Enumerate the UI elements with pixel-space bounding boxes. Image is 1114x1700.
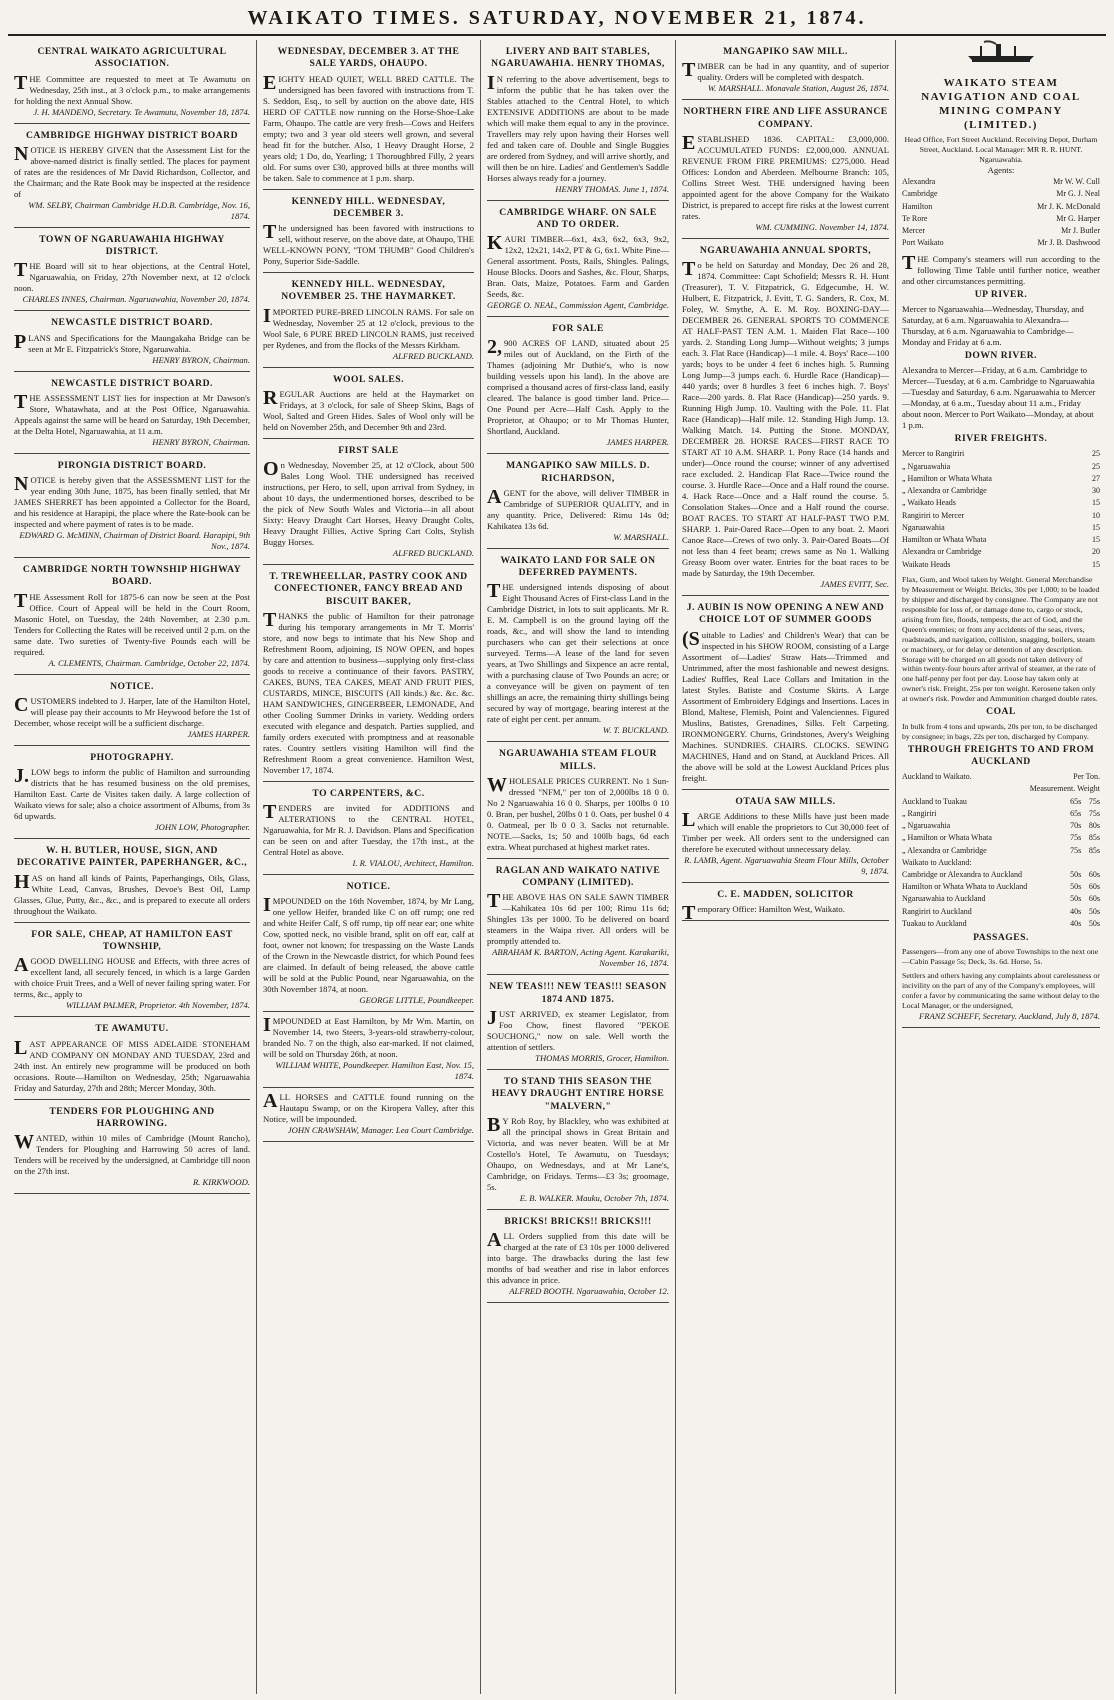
- column-5: [896, 40, 1106, 1694]
- through-freight-row: [902, 893, 1100, 905]
- advertisement: [263, 190, 474, 274]
- table-cell: 40s: [1070, 918, 1082, 928]
- ad-heading: TOWN OF NGARUAWAHIA HIGHWAY DISTRICT.: [39, 233, 225, 258]
- advertisement: [487, 201, 669, 318]
- table-cell: 70s: [1070, 821, 1082, 831]
- ad-signature: WILLIAM WHITE, Poundkeeper. Hamilton East, Nov. 15, 1874.: [275, 1060, 474, 1082]
- table-cell: Auckland to Tuakau: [902, 796, 967, 806]
- ad-signature: EDWARD G. McMINN, Chairman of District Board. Harapipi, 9th Nov., 1874.: [19, 530, 250, 552]
- advertisement: [487, 40, 669, 201]
- ad-heading: FIRST SALE: [338, 444, 399, 456]
- table-cell: Te Rore: [902, 213, 928, 223]
- ad-heading: OTAUA SAW MILLS.: [735, 795, 836, 807]
- through-head-left: Auckland to Waikato.: [902, 772, 972, 782]
- table-cell: Hamilton: [902, 201, 933, 211]
- through-freight-row: [902, 808, 1100, 820]
- ad-signature: W. T. BUCKLAND.: [602, 725, 669, 736]
- ad-heading: CENTRAL WAIKATO AGRICULTURAL ASSOCIATION.: [37, 46, 227, 70]
- ad-heading: PHOTOGRAPHY.: [90, 751, 174, 763]
- table-cell: 75s: [1070, 833, 1082, 843]
- advertisement: [263, 565, 474, 782]
- ad-signature: ALFRED BUCKLAND.: [392, 350, 474, 361]
- advertisement: [263, 1088, 474, 1142]
- table-cell: [1070, 857, 1085, 869]
- freight-row: [902, 522, 1100, 534]
- ad-body: NOTICE IS HEREBY GIVEN that the Assessment List for the above-named district is finally settled. The places for payment of rates are the residences of Mr David Richardson, Collector, and the Chairman; and the Rate Book may be inspected at the residence of: [14, 142, 250, 199]
- table-cell: [1085, 857, 1100, 869]
- ad-body: IN referring to the above advertisement, begs to inform the public that he has taken over the Stables attached to the Central Hotel, to which EXTENSIVE ADDITIONS are about to be made which will make them equal to any in the province. Travellers may rely upon having their Horses well fed and taken care of. Double and Single Buggies are ordered from Sydney, and will arrive shortly, and will then be on hire. Ladies' and Gentlemen's Saddle Horses always ready for a journey.: [487, 71, 669, 183]
- ad-signature: W. MARSHALL. Monavale Station, August 26, 1874.: [707, 83, 889, 94]
- advertisement: [682, 100, 889, 239]
- column-3: [481, 40, 676, 1694]
- freight-row: [902, 559, 1100, 571]
- table-cell: 20: [1092, 547, 1100, 557]
- ad-body: ALL Orders supplied from this date will be charged at the rate of £3 10s per 1000 delivered into barge. The drawbacks during the last few months of bad weather and rise in labor enforces this advance in price.: [487, 1229, 669, 1286]
- ad-heading: MANGAPIKO SAW MILLS. D. RICHARDSON,: [506, 460, 650, 484]
- freight-row: [902, 485, 1100, 497]
- table-cell: Mercer to Rangiriri: [902, 449, 965, 459]
- column-4: [676, 40, 896, 1694]
- table-cell: 25: [1092, 461, 1100, 471]
- table-cell: Ngaruawahia: [902, 522, 945, 532]
- ad-signature: E. B. WALKER. Mauku, October 7th, 1874.: [519, 1192, 669, 1203]
- ad-heading: BRICKS! BRICKS!! BRICKS!!!: [504, 1215, 652, 1227]
- advertisement: [487, 1070, 669, 1210]
- advertisement: [487, 317, 669, 454]
- ad-heading: CAMBRIDGE HIGHWAY DISTRICT BOARD: [25, 129, 239, 141]
- table-cell: „ Rangiriri: [902, 808, 937, 818]
- ad-body: KAURI TIMBER—6x1, 4x3, 6x2, 6x3, 9x2, 12x2, 12x21, 14x2, PT & G, 6x1. White Pine—General assortment. Posts, Rails, Shingles. Palings, House Blocks. Doors and Sashes, &c. Flour, Sharps, Bran. Oats, Maize, Potatoes. Farm and Garden Seeds, &c.: [487, 232, 669, 300]
- table-cell: Port Waikato: [902, 238, 944, 248]
- freight-row: [902, 497, 1100, 509]
- column-1: [8, 40, 257, 1694]
- advertisement: [263, 439, 474, 565]
- ad-heading: RAGLAN AND WAIKATO NATIVE COMPANY (LIMITED).: [495, 864, 661, 889]
- column-2: [257, 40, 481, 1694]
- table-cell: „ Ngaruawahia: [902, 461, 951, 471]
- table-cell: 50s: [1088, 906, 1100, 916]
- ad-body: AGOOD DWELLING HOUSE and Effects, with three acres of excellent land, all securely fenced, in which is a large Garden with choice Fruit Trees, and a Well of never failing spring water. For terms, &c., apply to: [14, 954, 250, 1000]
- table-cell: 25: [1092, 449, 1100, 459]
- ad-signature: ALFRED BOOTH. Ngaruawahia, October 12.: [509, 1286, 669, 1297]
- through-freight-row: [902, 845, 1100, 857]
- advertisement: [487, 1210, 669, 1303]
- ad-body: WHOLESALE PRICES CURRENT. No 1 Sun-dressed "NFM," per ton of 2,000lbs 18 0 0. No 2 Ngaruawahia 16 0 0. Sharps, per 100lbs 0 10 0. Bran, per bushel, 20lbs 0 1 0. Oats, per bushel 0 4 0. Oatmeal, per lb 0 0 3. Sacks not returnable. NOTE.—Sacks, 1s; 50 and 100lb bags, 6d each extra. Wheat purchased at highest market rates.: [487, 773, 669, 852]
- through-freight-row: [902, 820, 1100, 832]
- table-cell: Mr G. J. Neal: [1056, 189, 1100, 199]
- freight-row: [902, 461, 1100, 473]
- ad-signature: J. H. MANDENO, Secretary. Te Awamutu, November 18, 1874.: [33, 106, 250, 117]
- ad-heading: KENNEDY HILL. WEDNESDAY, NOVEMBER 25. THE HAYMARKET.: [281, 279, 456, 303]
- ad-signature: JOHN CRAWSHAW, Manager. Lea Court Cambridge.: [287, 1125, 474, 1136]
- through-freight-row: [902, 869, 1100, 881]
- table-cell: „ Alexandra or Cambridge: [902, 845, 987, 855]
- ad-body: THE ASSESSMENT LIST lies for inspection at Mr Dawson's Store, Whatawhata, and at the Post Office, Ngaruawahia. Appeals against the same will be heard on Saturday, 19th December, at the Delta Hotel, Ngaruawahia, at 11 a.m.: [14, 390, 250, 436]
- ad-body: Temporary Office: Hamilton West, Waikato.: [682, 902, 845, 925]
- ad-signature: THOMAS MORRIS, Grocer, Hamilton.: [535, 1052, 669, 1063]
- ad-signature: R. KIRKWOOD.: [192, 1177, 250, 1188]
- advertisement: [682, 40, 889, 100]
- ad-body: THE undersigned intends disposing of about Eight Thousand Acres of First-class Land in the Cambridge District, in lots to suit applicants. Mr R. E. M. Campbell is on the ground laying off the roads, &c., and will show the land to intending purchasers who can get their selections at once surveyed. Terms—A lease of the land for seven years, at Two Shillings and Sixpence an acre rental, with a purchasing clause of Two Pounds an acre; or a conveyance will be given on payment of ten shillings an acre, the remaining thirty shillings being secured by way of mortgage, bearing interest at the rate of eight per cent. per annum.: [487, 580, 669, 725]
- table-cell: 15: [1092, 498, 1100, 508]
- ad-body: The undersigned has been favored with instructions to sell, without reserve, on the above date, at Ohaupo, THE WELL-KNOWN PONY, "TOM THUMB" Good Children's Pony, Superior Side-Saddle.: [263, 221, 474, 267]
- ad-body: On Wednesday, November 25, at 12 o'Clock, about 500 Bales Long Wool. THE undersigned has received instructions, per Hero, to sell, upon arrival from Sydney, in about 10 days, the undermentioned horses, described to be the pick of New South Wales and Victoria—in all about Sixty: Heavy Draught Cart Horses, Heavy Draught Colts, Heavy Draught Fillies, Active Spring Cart Colts, Stylish Buggy Horses.: [263, 458, 474, 548]
- table-cell: 75s: [1088, 808, 1100, 818]
- advertisement: [14, 558, 250, 675]
- advertisement: [487, 742, 669, 859]
- up-river-heading: UP RIVER.: [974, 288, 1028, 300]
- ad-signature: JOHN LOW, Photographer.: [154, 822, 250, 833]
- ad-body: TIMBER can be had in any quantity, and of superior quality. Orders will be completed with despatch.: [682, 59, 889, 83]
- river-freights-heading: RIVER FREIGHTS.: [954, 433, 1048, 445]
- ad-body: THANKS the public of Hamilton for their patronage during his temporary arrangements in Mr T. Morris' store, and now begs to intimate that his New Shop and Refreshment Room, adjoining, IS NOW OPEN, and hopes by care and attention to business—supplying only first-class goods to receive a continuance of their favors. PASTRY, CAKES, BUNS, TEA CAKES, MEAT AND FRUIT PIES, CUSTARDS, MINCE, BISCUITS (All kinds.) &c. &c. &c. HAM SANDWICHES, GINGERBEER, LEMONADE, And other Cooling Summer Drinks in variety. Wedding orders executed with elegance and despatch. Parties supplied, and family orders executed with promptness and at reasonable rates. Country settlers visiting Hamilton will find the Refreshment Room a great convenience. Hamilton West, November 17, 1874.: [263, 608, 474, 775]
- coal-heading: COAL: [986, 706, 1016, 718]
- ad-signature: W. MARSHALL.: [613, 531, 669, 542]
- coal-text: In bulk from 4 tons and upwards, 20s per ton, to be discharged by consignee; in bags, 22s per ton, discharged by Company.: [902, 721, 1098, 741]
- masthead: WAIKATO TIMES. SATURDAY, NOVEMBER 21, 1874.: [8, 6, 1106, 36]
- ad-body: AGENT for the above, will deliver TIMBER in Cambridge of SUPERIOR QUALITY, and in any quantity. Price, Delivered: Rimu 14s 0d; Kahikatea 13s 6d.: [487, 485, 669, 531]
- ad-signature: HENRY BYRON, Chairman.: [152, 436, 250, 447]
- advertisement: [14, 1017, 250, 1099]
- advertisement: [14, 40, 250, 124]
- ad-heading: NOTICE.: [346, 881, 391, 893]
- ad-body: THE Committee are requested to meet at Te Awamutu on Wednesday, 25th inst., at 3 o'clock p.m., to make arrangements for holding the next Annual Show.: [14, 71, 250, 106]
- ad-body: HAS on hand all kinds of Paints, Paperhangings, Oils, Glass, White Lead, Canvas, Brushes, Devoe's Best Oil, Lamp Glasses, Glue, Putty, &c., &c., and is prepared to execute all orders throughout the Waikato.: [14, 870, 250, 916]
- agent-row: [902, 213, 1100, 225]
- up-river-text: Mercer to Ngaruawahia—Wednesday, Thursday, and Saturday, at 6 a.m. Ngaruawahia to Alexandra—Thursday, at 6 a.m. Ngaruawahia to Cambridge—Monday and Friday at 6 a.m.: [902, 303, 1084, 347]
- ad-body: LAST APPEARANCE OF MISS ADELAIDE STONEHAM AND COMPANY ON MONDAY AND TUESDAY, 23rd and 24th inst. An entirely new programme will be produced on both occasions. Route—Hamilton on Wednesday, 25th; Ngaruawahia Friday and Saturday, 27th and 28th; Mercer Monday, 30th.: [14, 1036, 250, 1093]
- ad-signature: ABRAHAM K. BARTON, Acting Agent. Karakariki, November 16, 1874.: [492, 947, 669, 969]
- ad-body: EIGHTY HEAD QUIET, WELL BRED CATTLE. The undersigned has been favored with instructions from T. S. Seddon, Esq., to sell by auction on the above date, HIS HERD OF CATTLE now running on the Horse-Shoe-Lake Farm, Ohaupo. The cattle are very fresh—Cows and Heifers empty; two and 3 year old steers well grown, and several head fit for the butcher. Also, 1 Heavy Draught Horse, 2 years old; 1 Do, do, Yearling; 1 Thoroughbred Filly, 2 years old. For sums over £30, approved bills at three months will be taken. Sale to commence at 1 p.m. sharp.: [263, 71, 474, 183]
- table-cell: 60s: [1088, 894, 1100, 904]
- ad-signature: R. LAMB, Agent. Ngaruawahia Steam Flour Mills, October 9, 1874.: [684, 854, 889, 876]
- freight-row: [902, 510, 1100, 522]
- through-freight-row: [902, 832, 1100, 844]
- table-cell: Alexandra: [902, 177, 936, 187]
- advertisement: [487, 859, 669, 976]
- ad-heading: KENNEDY HILL. WEDNESDAY, DECEMBER 3.: [291, 195, 446, 219]
- table-cell: 50s: [1070, 894, 1082, 904]
- ad-body: BY Rob Roy, by Blackley, who was exhibited at all the principal shows in Great Britain and Victoria, and was never beaten. Will be at Mr Costello's Hotel, Te Awamutu, on Tuesdays; Ohaupo, on Wednesdays, and at Mr Lane's, Cambridge, on Fridays. Terms—£3 3s; groomage, 5s.: [487, 1113, 669, 1192]
- down-river-heading: DOWN RIVER.: [964, 349, 1038, 361]
- table-cell: 10: [1092, 510, 1100, 520]
- ad-signature: JAMES EVITT, Sec.: [820, 579, 889, 590]
- ad-heading: TENDERS FOR PLOUGHING AND HARROWING.: [49, 1105, 215, 1129]
- steam-navigation-ad: [902, 70, 1100, 1028]
- ad-body: (Suitable to Ladies' and Children's Wear) that can be inspected in his SHOW ROOM, consisting of a Large Assortment of—Ladies' Straw Hats—Trimmed and Untrimmed, after the most fashionable and newest designs. Ladies' Ruffles, Real Lace Collars and Imitation in the latest Styles. Batiste and Costume Skirts. A Large Assortment of Embroidery Edgings and Insertions. Laces in Blond, Maltese, Flemish, Point and Valenciennes. Figured Muslins, Batistes, Grenadines, Silks. Felt Carpeting. IRONMONGERY. Churns, Grindstones, Avery's Weighing Machines. SUNDRIES. CHAIRS. CLOCKS. SEWING MACHINES, Hand and on Stand, at Auckland Prices. All the above will be sold at the Lowest Auckland Prices plus freight.: [682, 627, 889, 783]
- advertisement: [487, 454, 669, 549]
- ad-signature: JAMES HARPER.: [606, 437, 669, 448]
- table-cell: 85s: [1088, 845, 1100, 855]
- advertisement: [263, 875, 474, 1012]
- ad-signature: WM. CUMMING. November 14, 1874.: [755, 221, 889, 232]
- agents-table: [902, 176, 1100, 249]
- agent-row: [902, 237, 1100, 249]
- ad-heading: CAMBRIDGE NORTH TOWNSHIP HIGHWAY BOARD.: [22, 564, 242, 588]
- down-river-text: Alexandra to Mercer—Friday, at 6 a.m. Cambridge to Mercer—Tuesday, at 6 a.m. Cambridge to Ngaruawahia—Tuesday and Saturday, 6 a.m. Ngaruawahia to Mercer—Monday, at 6 a.m., Tuesday about 11 a.m., Friday about noon. Mercer to Port Waikato—Monday, at about 1 p.m.: [902, 365, 1096, 431]
- table-cell: 40s: [1070, 906, 1082, 916]
- advertisement: [14, 923, 250, 1018]
- table-cell: „ Alexandra or Cambridge: [902, 486, 987, 496]
- ad-heading: TE AWAMUTU.: [95, 1023, 169, 1035]
- agent-row: [902, 201, 1100, 213]
- ad-body: REGULAR Auctions are held at the Haymarket on Fridays, at 3 o'clock, for sale of Sheep Skins, Bags of Wool, Salted and Green Hides. Sales of Wool only will be held on November 25th, and December 9th and 23rd.: [263, 386, 474, 432]
- ad-heading: CAMBRIDGE WHARF. ON SALE AND TO ORDER.: [499, 206, 657, 230]
- table-cell: Mr J. K. McDonald: [1037, 201, 1100, 211]
- agent-row: [902, 188, 1100, 200]
- advertisement: [14, 1100, 250, 1195]
- advertisement: [14, 228, 250, 312]
- ad-signature: A. CLEMENTS, Chairman. Cambridge, October 22, 1874.: [48, 657, 250, 668]
- ad-signature: WILLIAM PALMER, Proprietor. 4th November, 1874.: [65, 1000, 250, 1011]
- ad-heading: NEWCASTLE DISTRICT BOARD.: [51, 317, 213, 329]
- freight-row: [902, 473, 1100, 485]
- table-cell: Hamilton or Whata Whata to Auckland: [902, 882, 1028, 892]
- advertisement: [263, 1012, 474, 1088]
- table-cell: „ Ngaruawahia: [902, 821, 951, 831]
- ad-body: ALL HORSES and CATTLE found running on the Hautapu Swamp, or on the Kiropera Valley, after this Notice, will be impounded.: [263, 1090, 474, 1125]
- table-cell: „ Hamilton or Whata Whata: [902, 473, 992, 483]
- advertisement: [14, 454, 250, 558]
- advertisement: [263, 273, 474, 368]
- ad-heading: NEWCASTLE DISTRICT BOARD.: [51, 377, 213, 389]
- ad-signature: WM. SELBY, Chairman Cambridge H.D.B. Cambridge, Nov. 16, 1874.: [28, 199, 250, 221]
- company-header: WAIKATO STEAM NAVIGATION AND COAL MINING COMPANY (LIMITED.): [921, 77, 1081, 132]
- ad-heading: NORTHERN FIRE AND LIFE ASSURANCE COMPANY.: [683, 106, 888, 130]
- table-cell: Mr G. Harper: [1056, 213, 1100, 223]
- table-cell: Mr J. Butler: [1061, 226, 1100, 236]
- ad-signature: GEORGE LITTLE, Poundkeeper.: [359, 995, 474, 1006]
- table-cell: Waikato Heads: [902, 559, 951, 569]
- ad-heading: J. AUBIN IS NOW OPENING A NEW AND CHOICE LOT OF SUMMER GOODS: [686, 602, 885, 626]
- table-cell: 50s: [1070, 882, 1082, 892]
- ad-signature: CHARLES INNES, Chairman. Ngaruawahia, November 20, 1874.: [22, 294, 250, 305]
- table-cell: 85s: [1088, 833, 1100, 843]
- ad-heading: C. E. MADDEN, SOLICITOR: [717, 888, 854, 900]
- freight-row: [902, 534, 1100, 546]
- through-freight-row: [902, 906, 1100, 918]
- ad-heading: FOR SALE: [552, 323, 604, 335]
- advertisement: [263, 782, 474, 875]
- through-subhead: Measurement. Weight: [1029, 784, 1100, 794]
- ad-body: J.LOW begs to inform the public of Hamilton and surrounding districts that he has resumed business on the old premises, Hamilton East. Carte de Visites taken daily. A large collection of Waikato views for sale; also a choice assortment of Albums, from 3s 6d upwards.: [14, 765, 250, 822]
- through-head-right: Per Ton.: [1073, 772, 1100, 782]
- through-freights-table: [902, 796, 1100, 931]
- table-cell: „ Hamilton or Whata Whata: [902, 833, 992, 843]
- ad-body: WANTED, within 10 miles of Cambridge (Mount Rancho), Tenders for Ploughing and Harrowing 50 acres of land. Tenders will be received by the undersigned, at Cambridge till noon on the 27th inst.: [14, 1131, 250, 1177]
- table-cell: 65s: [1070, 808, 1082, 818]
- advertisement: [14, 311, 250, 371]
- ad-heading: NOTICE.: [110, 680, 154, 692]
- ad-body: To be held on Saturday and Monday, Dec 26 and 28, 1874. Committee: Capt Schofield; Messrs R. H. Hunt (Treasurer), T. V. Fitzpatrick, G. Edgecumbe, H. W. Hulbert, E. Fitzpatrick, J. Evitt, T. G. Sanders, R. Cox, M. Foley, W. Smythe, A. E. M. Roy. BOXING-DAY—DECEMBER 26. GENERAL SPORTS TO COMMENCE AT HALF-PAST TEN A.M. 1. Maiden Flat Race—100 yards. 2. Standing Long Jump—Without weights; 3 jumps each. 3. Flat Race (Handicap)—1 mile. 4. Boys' Race—100 yards; boys to be under 4 feet 6 inches high. 5. Running Long Jump—3 jumps each. 6. Hurdle Race (Handicap)—440 yards; over 8 hurdles 3 feet 6 inches high. 7. Boys' Race—200 yards. 8. Flat Race (Handicap)—250 yards. 9. Running High Jump. 10. Vaulting with the Pole. 11. Flat Race (Handicap)—Half mile. 12. Standing High Jump. 13. Walking Match. 14. Putting the Stone. MONDAY, DECEMBER 28. HORSE RACES—FIRST RACE TO START AT 10 A.M. SHARP. 1. Pony Race (14 hands and under)—Once round the course; winner of any advertised race excluded. 2. Handicap Flat Race—Twice round the course. 3. Hurdle Race—Once and a Half round the course. 4. Hack Race—Once and a Half round the course. 5. Consolation Stakes—Once and a Half round the course. BOAT RACES. TO START AT HALF-PAST TWO P.M. SHARP. 1. Pair-Oared Race—Open to any boat. 2. Maori Canoe Race—Crews of two only. 3. Pair-Oared Boats—Of not less than 4 feet beam; crews same as No 1. Walking Greasy Boom over water. Entries for the boat races to be made by Saturday, the 19th December.: [682, 258, 889, 579]
- river-freights-table: [902, 448, 1100, 570]
- table-cell: Hamilton or Whata Whata: [902, 535, 987, 545]
- advertisement: [682, 239, 889, 596]
- advertisement: [14, 372, 250, 454]
- ad-heading: WOOL SALES.: [332, 373, 405, 385]
- freight-row: [902, 448, 1100, 460]
- agents-label: Agents:: [987, 165, 1015, 176]
- table-cell: 30: [1092, 486, 1100, 496]
- table-cell: 60s: [1088, 869, 1100, 879]
- advertisement: [682, 790, 889, 883]
- table-cell: Cambridge: [902, 189, 938, 199]
- ad-body: THE ABOVE HAS ON SALE SAWN TIMBER—Kahikatea 10s 6d per 100; Rimu 11s 6d; Shingles 13s per 1000. To be delivered on board steamers in the Waipa river. All orders will be promptly attended to.: [487, 890, 669, 947]
- table-cell: Mr W. W. Cull: [1053, 177, 1100, 187]
- freight-row: [902, 546, 1100, 558]
- ad-heading: TO STAND THIS SEASON THE HEAVY DRAUGHT ENTIRE HORSE "MALVERN,": [491, 1075, 665, 1112]
- table-cell: 80s: [1088, 821, 1100, 831]
- agent-row: [902, 225, 1100, 237]
- table-cell: 60s: [1088, 882, 1100, 892]
- ad-body: JUST ARRIVED, ex steamer Legislator, from Foo Chow, finest flavored "PEKOE SOUCHONG," now on sale. Well worth the attention of settlers.: [487, 1006, 669, 1052]
- ad-body: PLANS and Specifications for the Maungakaha Bridge can be seen at Mr E. Fitzpatrick's Store, Ngaruawahia.: [14, 330, 250, 354]
- advertisement: [14, 746, 250, 839]
- ad-body: CUSTOMERS indebted to J. Harper, late of the Hamilton Hotel, will please pay their accounts to Mr Heywood before the 1st of December, whose receipt will be a sufficient discharge.: [14, 693, 250, 728]
- through-freight-row: [902, 918, 1100, 930]
- ad-heading: FOR SALE, CHEAP, AT HAMILTON EAST TOWNSHIP,: [31, 928, 233, 952]
- ad-heading: W. H. BUTLER, HOUSE, SIGN, AND DECORATIVE PAINTER, PAPERHANGER, &C.,: [16, 845, 248, 869]
- passages-text: Passengers—from any one of above Townships to the next one—Cabin Passage 5s; Deck, 3s. 6d. Horse, 5s.: [902, 947, 1099, 967]
- company-signature: FRANZ SCHEFF, Secretary. Auckland, July 8, 1874.: [919, 1011, 1100, 1022]
- ad-body: IMPOUNDED on the 16th November, 1874, by Mr Lang, one yellow Heifer, branded like C on off rump; one red and white Heifer Calf, S off rump, tip off near ear; one white Cow, spotted neck, no visible brand, split on off ear, calf at foot, owner not known; for trespassing on the Waste Lands of the Crown in the Newcastle district, for which Pound fees are claimed. In default of being released, the above cattle will be sold at the Public Pound, near Ngaruawahia, on the 30th November 1874, at noon.: [263, 894, 474, 995]
- advertisement: [682, 596, 889, 790]
- table-cell: Waikato to Auckland:: [902, 857, 972, 867]
- table-cell: 15: [1092, 535, 1100, 545]
- table-cell: 75s: [1088, 796, 1100, 806]
- advertisement: [263, 40, 474, 190]
- agent-row: [902, 176, 1100, 188]
- advertisement: [682, 883, 889, 925]
- ad-body: ESTABLISHED 1836. CAPITAL: £3,000,000. ACCUMULATED FUNDS: £2,000,000. ANNUAL REVENUE FROM FIRE PREMIUMS: £275,000. Head Offices: London and Aberdeen. Melbourne Branch: 105, Collins Street West. THE undersigned having been appointed agent for the above Company for the Waikato District, is prepared to accept fire risks at the lowest current rates.: [682, 131, 889, 221]
- complaint-text: Settlers and others having any complaints about carelessness or incivility on the part of any of the Company's employees, will confer a favor by communicating the same without delay to the Local Manager, or the undersigned,: [902, 971, 1100, 1011]
- table-cell: 65s: [1070, 796, 1082, 806]
- table-cell: 50s: [1070, 869, 1082, 879]
- table-cell: Rangiriri to Auckland: [902, 906, 972, 916]
- ad-heading: PIRONGIA DISTRICT BOARD.: [57, 459, 207, 471]
- through-freight-row: [902, 857, 1100, 869]
- ad-body: LARGE Additions to these Mills have just been made which will enable the proprietors to Cut 30,000 feet of Timber per week. All orders sent to the undersigned can therefore be executed without unnecessary delay.: [682, 808, 889, 854]
- ad-body: TENDERS are invited for ADDITIONS and ALTERATIONS to the CENTRAL HOTEL, Ngaruawahia, for Mr R. J. Davidson. Plans and Specification can be seen on and after Tuesday, the 17th inst., at the Central Hotel as above.: [263, 801, 474, 858]
- table-cell: 75s: [1070, 845, 1082, 855]
- office-info: Head Office, Fort Street Auckland. Receiving Depot, Durham Street, Auckland. Local Manager: MR R. R. HUNT. Ngaruawahia.: [904, 135, 1098, 165]
- table-cell: Mr J. B. Dashwood: [1037, 238, 1100, 248]
- table-cell: 15: [1092, 522, 1100, 532]
- timetable-intro: THE Company's steamers will run according to the following Time Table until further notice, weather and other circumstances permitting.: [902, 251, 1100, 286]
- ad-heading: TO CARPENTERS, &C.: [312, 787, 425, 799]
- ad-heading: LIVERY AND BAIT STABLES, NGARUAWAHIA. HENRY THOMAS,: [491, 46, 665, 70]
- passages-heading: PASSAGES.: [973, 932, 1029, 944]
- ad-heading: WAIKATO LAND FOR SALE ON DEFERRED PAYMENTS.: [500, 554, 656, 579]
- ad-heading: T. TREWHEELLAR, PASTRY COOK AND CONFECTIONER, FANCY BREAD AND BISCUIT BAKER,: [269, 571, 468, 607]
- advertisement: [14, 839, 250, 923]
- table-cell: Rangiriri to Mercer: [902, 510, 965, 520]
- through-freight-row: [902, 796, 1100, 808]
- table-cell: Mercer: [902, 226, 926, 236]
- table-cell: 27: [1092, 473, 1100, 483]
- freight-notes: Flax, Gum, and Wool taken by Weight. General Merchandise by Measurement or Weight. Bricks, 30s per 1,000; to be loaded by shipper and discharged by consignee. The Company are not responsible for loss of, or damage done to, cargo or stock, arising from fire, floods, tempests, the act of God, and the Queen's enemies; or from any accidents of the seas, rivers, roadsteads, and navigation, collision, snagging, boilers, steam or machinery, or for delay or detention of any description. Storage will be charged on all goods not taken delivery of within twenty-four hours after arrival of steamer, at the rate of one half-penny per foot per day. Loose hay taken only at owner's risk. Freight, 25s per ton weight. Kerosene taken only at owner's risk. Powder and Ammunition charged double rates.: [902, 574, 1100, 704]
- advertisement: [14, 675, 250, 746]
- advertisement: [487, 975, 669, 1070]
- ad-heading: NEW TEAS!!! NEW TEAS!!! SEASON 1874 AND 1875.: [489, 981, 667, 1005]
- ad-heading: NGARUAWAHIA ANNUAL SPORTS,: [699, 244, 872, 256]
- table-cell: Ngaruawahia to Auckland: [902, 894, 986, 904]
- ad-signature: I. R. VIALOU, Architect, Hamilton.: [352, 858, 474, 869]
- table-cell: Alexandra or Cambridge: [902, 547, 982, 557]
- ad-heading: MANGAPIKO SAW MILL.: [723, 46, 848, 57]
- table-cell: 15: [1092, 559, 1100, 569]
- through-freights-heading: THROUGH FREIGHTS TO AND FROM AUCKLAND: [907, 743, 1095, 767]
- table-cell: „ Waikato Heads: [902, 498, 956, 508]
- ad-signature: JAMES HARPER.: [187, 728, 250, 739]
- steamship-icon: [966, 40, 1036, 66]
- table-cell: Tuakau to Auckland: [902, 918, 967, 928]
- ad-signature: HENRY THOMAS. June 1, 1874.: [555, 183, 669, 194]
- ad-body: THE Board will sit to hear objections, at the Central Hotel, Ngaruawahia, on Friday, 27th November next, at 12 o'clock noon.: [14, 259, 250, 294]
- ad-heading: NGARUAWAHIA STEAM FLOUR MILLS.: [498, 748, 658, 772]
- advertisement: [487, 549, 669, 743]
- through-freights-header: [902, 771, 1100, 795]
- ad-body: 2,900 ACRES OF LAND, situated about 25 miles out of Auckland, on the Firth of the Thames (adjoining Mr Duthie's, who is now building vessels upon his land). In the above are comprised a thousand acres of first-class land, easily cleared. The balance is good timber land. Price—One Pound per Acre—Half Cash. Apply to the Proprietor, at Ohaupo; or to Mr Thomas Hunter, Shortland, Auckland.: [487, 336, 669, 437]
- ad-heading: WEDNESDAY, DECEMBER 3. AT THE SALE YARDS, OHAUPO.: [277, 46, 460, 70]
- through-freight-row: [902, 881, 1100, 893]
- ad-signature: GEORGE O. NEAL, Commission Agent, Cambridge.: [487, 300, 669, 311]
- advertisement: [263, 368, 474, 439]
- table-cell: 50s: [1088, 918, 1100, 928]
- advertisement: [14, 124, 250, 228]
- columns: [8, 40, 1106, 1694]
- ad-body: IMPORTED PURE-BRED LINCOLN RAMS. For sale on Wednesday, November 25 at 12 o'clock, previous to the Wool Sale, 6 PURE BRED LINCOLN RAMS, just received per Rydenes, and from the flocks of the Messrs Kirkham.: [263, 304, 474, 350]
- ad-signature: ALFRED BUCKLAND.: [392, 548, 474, 559]
- ad-body: NOTICE is hereby given that the ASSESSMENT LIST for the year ending 30th June, 1875, has been finally settled, that Mr JAMES SHERRET has been appointed a Collector for the Board, and his residence at Harapipi, the place where the Rate-book can be inspected and where payment of rates is to be made.: [14, 473, 250, 530]
- ad-signature: HENRY BYRON, Chairman.: [152, 354, 250, 365]
- ad-body: IMPOUNDED at East Hamilton, by Mr Wm. Martin, on November 14, two Steers, 3-years-old strawberry-colour, branded No. 7 on the thigh, also ear-marked. If not claimed, will be sold on Thursday 26th, at noon.: [263, 1014, 474, 1060]
- table-cell: Cambridge or Alexandra to Auckland: [902, 869, 1022, 879]
- ad-body: THE Assessment Roll for 1875-6 can now be seen at the Post Office. Court of Appeal will be held in the Court Room, Masonic Hotel, on Tuesday, the 24th November, at 2.30 p.m. Tenders for Collecting the Rates will be received until 2 p.m. on the same date. Two sureties of Twenty-five Pounds each will be required.: [14, 589, 250, 657]
